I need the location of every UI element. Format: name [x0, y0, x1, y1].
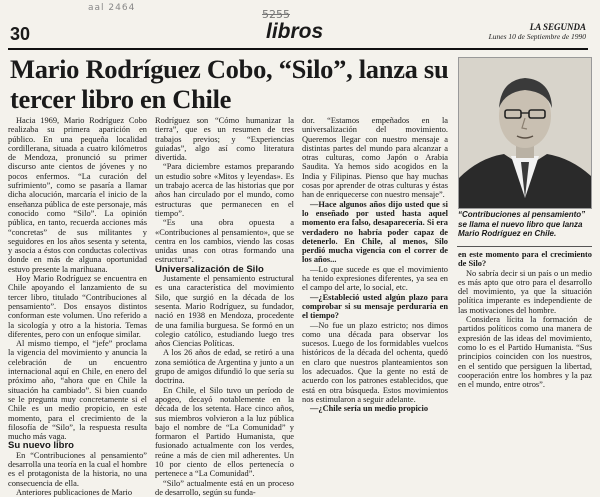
newspaper-name: LA SEGUNDA	[529, 22, 586, 32]
paragraph: Al mismo tiempo, el “jefe” proclama la vigencia del movimiento y anuncia la celebración de un encuentro internacional aquí en Chile, en enero del próximo año, “ahora que en Chile la situación ha cambiado”. Si bien cuando se le pregunta muy concretamente si el Chile es un medio propicio, en este momento, para el crecimiento de la filosofía de “Silo”, la respuesta resulta mucho más vaga.	[8, 339, 147, 442]
newspaper-info	[489, 22, 586, 42]
headline: Mario Rodríguez Cobo, “Silo”, lanza su tercer libro en Chile	[10, 54, 449, 114]
article-column-3	[302, 116, 448, 414]
paragraph: “Para diciembre estamos preparando un estudio sobre «Mitos y leyendas». Es un trabajo acerca de las historias que por años han circulado por el mundo, como estructuras que permanecen en el tiempo”.	[155, 162, 294, 218]
interview-answer: No sabría decir si un país o un medio es más apto que otro para el desarrollo del movimiento, ya que la situación política imperante es independiente de las motivaciones del hombre.	[458, 268, 592, 315]
paragraph: “Es una obra opuesta a «Contribuciones al pensamiento», que se centra en los cambios, viendo las cosas unidas unas con otras formando una estructura”.	[155, 218, 294, 265]
handwritten-archive-code: aal 2464	[88, 3, 136, 13]
article-column-1	[8, 116, 147, 497]
paragraph: En Chile, el Silo tuvo un período de apogeo, decayó notablemente en la década de los setenta. Hace cinco años, sus miembros volvieron a la luz pública bajo el nombre de “La Comunidad” y formaron el Partido Humanista, que fusionado actualmente con los verdes, reúne a más de cien mil adherentes. Un 10 por ciento de ellos pertenecía o pertenece a “La Comunidad”.	[155, 385, 294, 479]
handwritten-number: 5255	[262, 8, 290, 21]
section-title: libros	[266, 20, 324, 43]
portrait-illustration	[459, 58, 591, 208]
interview-question: —Hace algunos años dijo usted que si lo enseñado por usted hasta aquel momento era falso, desaparecería. Si era verdadero no habría poder capaz de detenerlo. En Chile, al menos, Silo perdió mucha vigencia con el correr de los años...	[302, 199, 448, 265]
paragraph: A los 26 años de edad, se retiró a una zona semiótica de Argentina y junto a un grupo de amigos difundió lo que sería su doctrina.	[155, 348, 294, 386]
subheading: Universalización de Silo	[155, 263, 264, 275]
paragraph: “Silo” actualmente está en un proceso de desarrollo, según su funda-	[155, 478, 294, 497]
paragraph: Rodríguez son “Cómo humanizar la tierra”, que es un resumen de tres trabajos previos; y “Experiencias guiadas”, algo así como literatura divertida.	[155, 116, 294, 163]
photo-caption: “Contribuciones al pensamiento” se llama el nuevo libro que lanza Mario Rodríguez en Chile.	[458, 210, 586, 238]
interview-answer: —No fue un plazo estricto; nos dimos como una década para observar los sucesos. Luego de los formidables vuelcos históricos de la década del ochenta, quedó en claro que nuestros planteamientos son los adecuados. Que la gente no está de acuerdo con los patrones establecidos, que está en otra búsqueda. Estos movimientos nos estimularon a seguir adelante.	[302, 320, 448, 404]
interview-question: en este momento para el crecimiento de Silo?	[458, 250, 592, 269]
paragraph: Considera lícita la formación de partidos políticos como una manera de expresión de las ideas del movimiento, como lo es el Partido Humanista. “Sus principios coinciden con los nuestros, en el sentido que persiguen la libertad, cooperación entre los hombres y la paz en el mundo, entre otros”.	[458, 315, 592, 390]
paragraph: Anteriores publicaciones de Mario	[16, 487, 133, 497]
page-number: 30	[10, 24, 31, 44]
paragraph: Justamente el pensamiento estructural es una característica del movimiento Silo, que surgió en la década de los sesenta. Mario Rodríguez, su fundador, nació en 1938 en Mendoza, procedente de una familia burguesa. Se formó en un colegio católico, estudiando luego tres años Ciencias Políticas.	[155, 274, 294, 349]
paragraph: Hoy Mario Rodríguez se encuentra en Chile apoyando el lanzamiento de su tercer libro, titulado “Contribuciones al pensamiento”. Dos ensayos distintos conforman este volumen. Uno referido a la sicología y otro a la historia. Temas diferentes, pero con un enfoque similar.	[8, 274, 147, 339]
article-column-4	[458, 250, 592, 389]
caption-rule	[457, 246, 592, 247]
article-column-2	[155, 116, 294, 497]
subheading: Su nuevo libro	[8, 440, 74, 452]
masthead	[8, 22, 588, 50]
portrait-photo	[458, 57, 592, 209]
interview-answer: —Lo que sucede es que el movimiento ha tenido expresiones diferentes, ya sea en el campo del arte, lo social, etc.	[302, 264, 448, 293]
paragraph: En “Contribuciones al pensamiento” desarrolla una teoría en la cual el hombre es el protagonista de la historia, no una consecuencia de ella.	[8, 450, 147, 488]
publication-date: Lunes 10 de Septiembre de 1990	[488, 32, 586, 41]
interview-question: —¿Chile sería un medio propicio	[310, 404, 429, 414]
paragraph: Hacia 1969, Mario Rodríguez Cobo realizaba su primera aparición en público. En una pequeña localidad cordillerana, situada a cuatro kilómetros de Mendoza, pronunció su primer discurso ante cientos de jóvenes y no pocos enfermos. “La curación del sufrimiento”, como se pasaría a llamar dicha alocución, marcaría el inicio de la enseñanza pública de este personaje, más conocido como “Silo”. La opinión pública, en tanto, recuerda acciones más “concretas” de sus militantes y seguidores en los años sesenta y setenta, y asocia a éstos con conductas colectivas donde en más de alguna oportunidad estuvo presente la marihuana.	[8, 116, 147, 274]
paragraph: dor. “Estamos empeñados en la universalización del movimiento. Queremos llegar con nuestro mensaje a distintas partes del mundo para alcanzar a otras culturas, como Japón o Arabia Saudita. Ya hemos sido acogidos en la India y Filipinas. Pienso que hay muchas cosas por aprender de otras culturas y éstas han de enriquecerse con nuestro mensaje”.	[302, 116, 448, 200]
interview-question: —¿Estableció usted algún plazo para comprobar si su mensaje perduraría en el tiempo?	[302, 292, 448, 321]
